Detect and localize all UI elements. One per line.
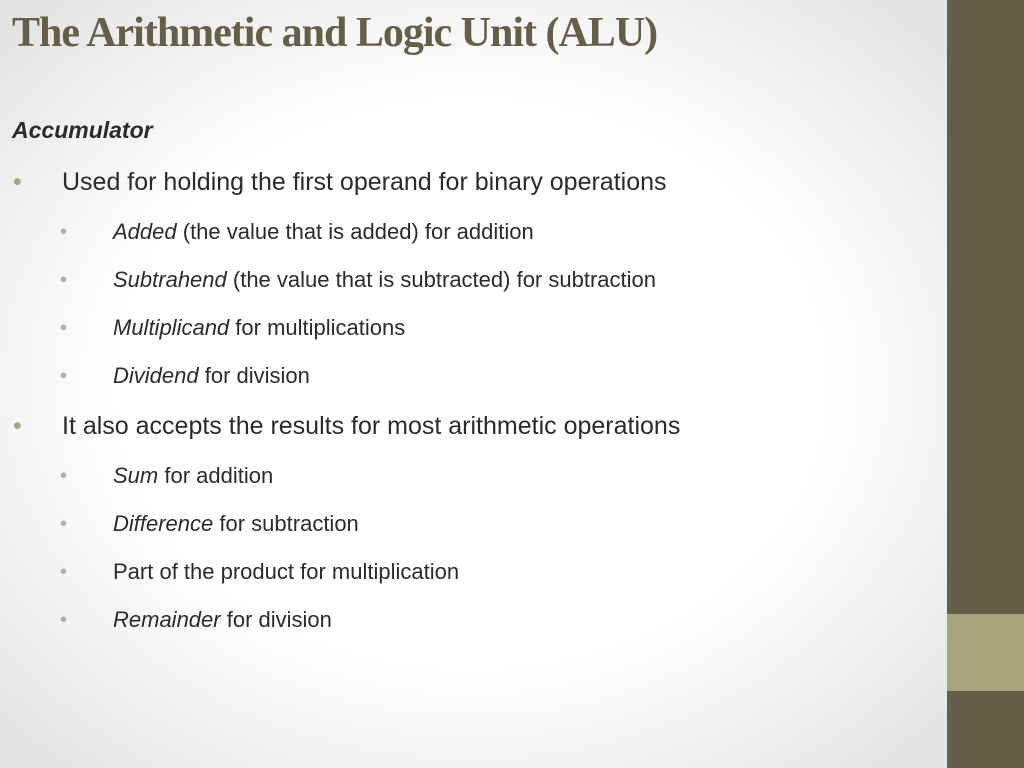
bullet-text: (the value that is subtracted) for subtraction — [226, 267, 656, 292]
emphasized-term: Remainder — [113, 607, 221, 632]
bullet-icon: • — [60, 221, 68, 243]
decorative-side-accent-block — [947, 614, 1024, 691]
sub-bullet-dividend — [113, 363, 310, 389]
sub-bullet-difference — [113, 511, 359, 537]
bullet-text: for addition — [158, 463, 274, 488]
sub-bullet-multiplicand — [113, 315, 405, 341]
sub-bullet-subtrahend — [113, 267, 656, 293]
bullet-text: Part of the product for multiplication — [113, 559, 460, 584]
sub-bullet-added — [113, 219, 534, 245]
bullet-text: for division — [220, 607, 332, 632]
bullet-icon: • — [13, 412, 22, 440]
slide-title: The Arithmetic and Logic Unit (ALU) — [12, 10, 658, 56]
bullet-text: for division — [198, 363, 310, 388]
bullet-text: (the value that is added) for addition — [176, 219, 534, 244]
subheading-accumulator: Accumulator — [12, 117, 153, 143]
bullet-text: It also accepts the results for most arithmetic operations — [62, 412, 681, 440]
emphasized-term: Added — [113, 219, 177, 244]
bullet-icon: • — [60, 561, 68, 583]
bullet-icon: • — [60, 609, 68, 631]
sub-bullet-remainder — [113, 607, 332, 633]
bullet-icon: • — [60, 513, 68, 535]
bullet-icon: • — [60, 465, 68, 487]
emphasized-term: Sum — [113, 463, 159, 488]
bullet-icon: • — [60, 269, 68, 291]
emphasized-term: Dividend — [113, 363, 199, 388]
bullet-icon: • — [60, 317, 68, 339]
bullet-level1-results — [62, 411, 680, 441]
bullet-icon: • — [13, 168, 22, 196]
emphasized-term: Multiplicand — [113, 315, 230, 340]
emphasized-term: Difference — [113, 511, 214, 536]
bullet-icon: • — [60, 365, 68, 387]
bullet-level1-operand — [62, 167, 667, 197]
emphasized-term: Subtrahend — [113, 267, 227, 292]
sub-bullet-sum — [113, 463, 273, 489]
bullet-text: for multiplications — [229, 315, 406, 340]
bullet-text: Used for holding the first operand for binary operations — [62, 168, 667, 196]
bullet-text: for subtraction — [213, 511, 359, 536]
sub-bullet-product — [113, 559, 459, 585]
